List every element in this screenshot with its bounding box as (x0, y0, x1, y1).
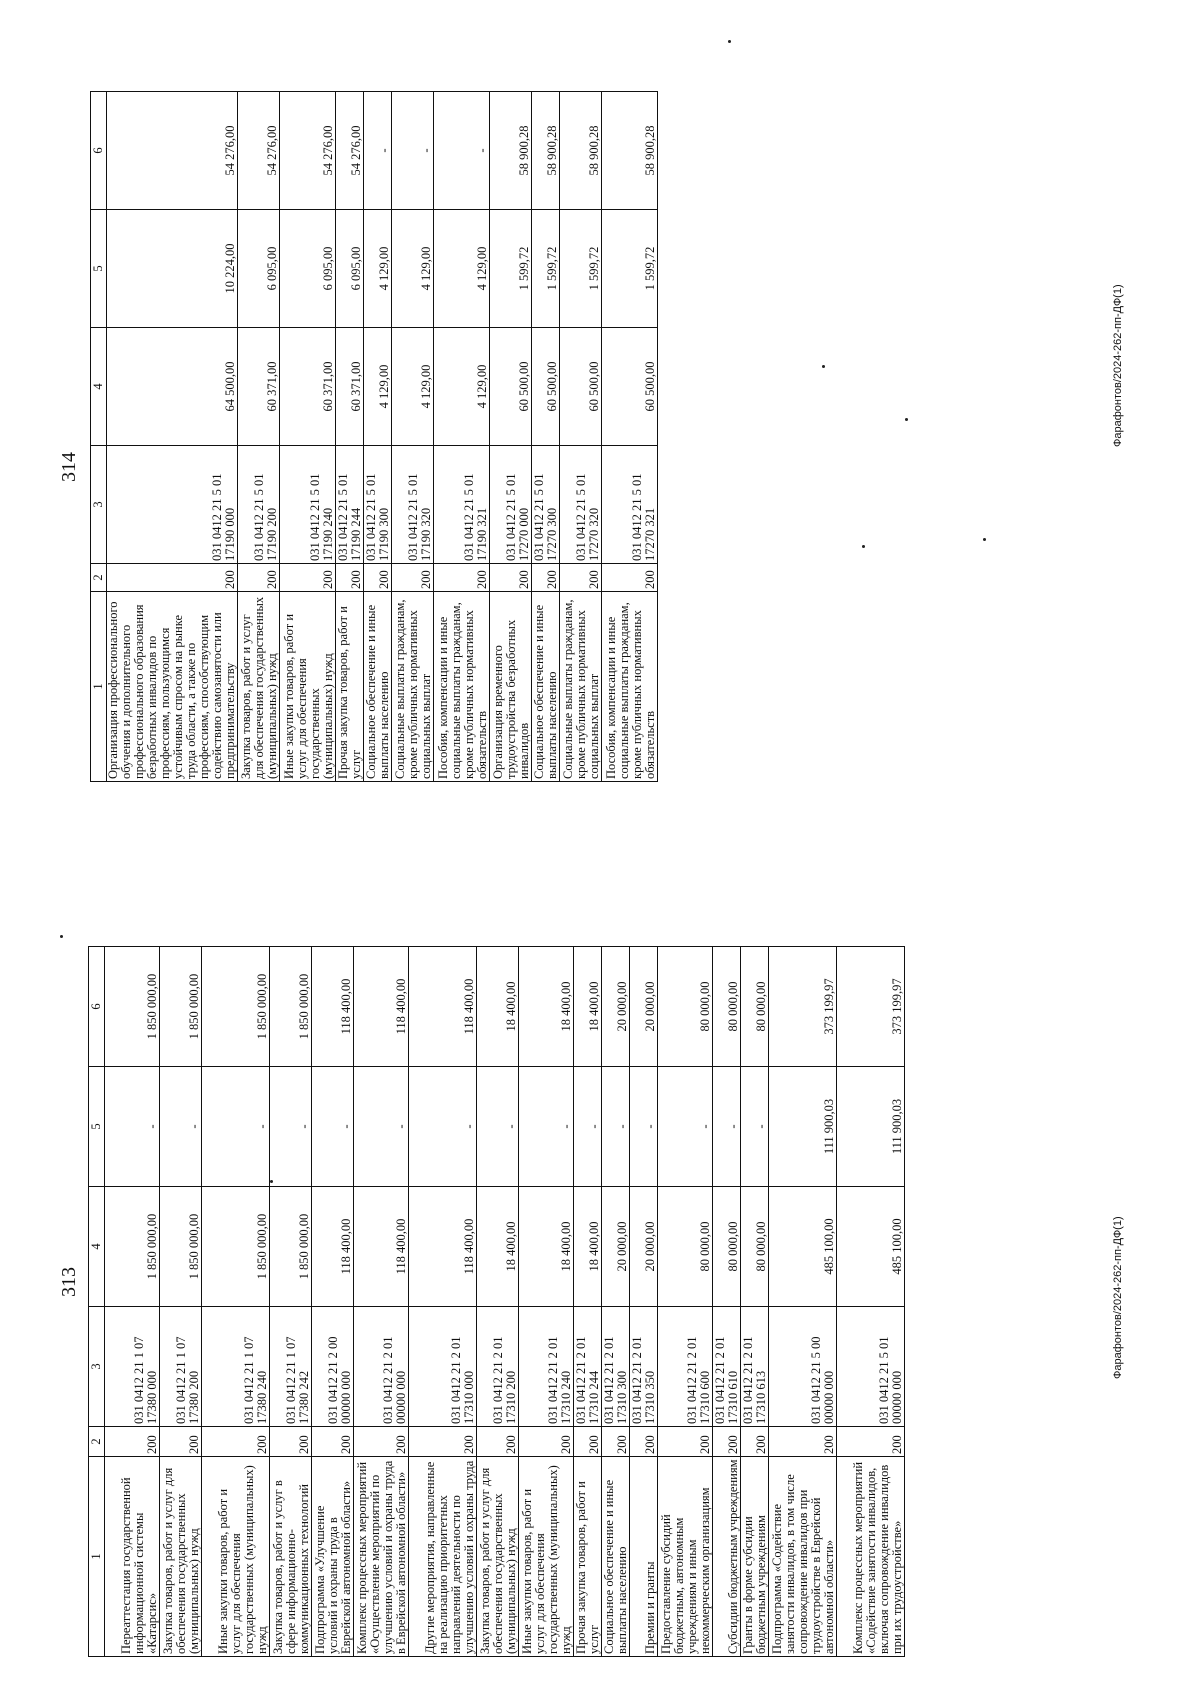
row-amount-change: 1 599,72 (560, 210, 602, 328)
row-description: Иные закупки товаров, работ и услуг для обеспечения государственных (муниципальных) нужд (519, 1457, 574, 1657)
row-amount-change: - (105, 1067, 160, 1187)
row-classification: 031 0412 21 5 01 17190 321 (434, 446, 490, 564)
row-amount-total: 20 000,00 (630, 947, 658, 1067)
row-description: Комплекс процессных мероприятий «Содействие занятости инвалидов, включая сопровождение инвалидов при их трудоустройстве» (837, 1457, 905, 1657)
row-amount-change: - (658, 1067, 713, 1187)
table-body (107, 92, 658, 782)
row-amount-approved: 1 850 000,00 (105, 1187, 160, 1307)
row-code: 200 (160, 1427, 202, 1457)
table-header-row (89, 947, 105, 1657)
row-classification: 031 0412 21 1 07 17380 200 (160, 1307, 202, 1427)
row-description: Закупка товаров, работ и услуг в сфере информационно-коммуникационных технологий (270, 1457, 312, 1657)
column-header: 6 (89, 947, 105, 1067)
row-classification: 031 0412 21 5 01 17190 244 (336, 446, 364, 564)
table-row (107, 92, 238, 782)
row-description: Субсидии бюджетным учреждениям (713, 1457, 741, 1657)
table-row (837, 947, 905, 1657)
row-description: Подпрограмма «Улучшение условий и охраны труда в Еврейской автономной области» (312, 1457, 354, 1657)
row-amount-approved: 60 500,00 (560, 328, 602, 446)
table-row (532, 92, 560, 782)
row-amount-approved: 60 500,00 (490, 328, 532, 446)
row-code: 200 (105, 1427, 160, 1457)
table-row (560, 92, 602, 782)
row-code: 200 (354, 1427, 409, 1457)
row-description: Социальные выплаты гражданам, кроме публичных нормативных социальных выплат (560, 592, 602, 782)
row-amount-change: - (270, 1067, 312, 1187)
row-description: Премии и гранты (630, 1457, 658, 1657)
column-header: 4 (89, 1187, 105, 1307)
row-amount-approved: 18 400,00 (574, 1187, 602, 1307)
row-description: Подпрограмма «Содействие занятости инвалидов, в том числе сопровождение инвалидов при трудоустройстве в Еврейской автономной области» (769, 1457, 837, 1657)
row-amount-approved: 60 500,00 (602, 328, 658, 446)
row-classification: 031 0412 21 1 07 17380 240 (202, 1307, 270, 1427)
row-code: 200 (392, 564, 434, 592)
row-amount-approved: 80 000,00 (658, 1187, 713, 1307)
row-amount-total: 18 400,00 (574, 947, 602, 1067)
row-classification: 031 0412 21 5 01 17270 300 (532, 446, 560, 564)
row-amount-approved: 118 400,00 (354, 1187, 409, 1307)
table-row (409, 947, 477, 1657)
row-code: 200 (312, 1427, 354, 1457)
table-row (769, 947, 837, 1657)
row-amount-approved: 18 400,00 (519, 1187, 574, 1307)
row-classification: 031 0412 21 2 00 00000 000 (312, 1307, 354, 1427)
row-amount-approved: 1 850 000,00 (270, 1187, 312, 1307)
row-amount-approved: 4 129,00 (392, 328, 434, 446)
table-body (105, 947, 905, 1657)
row-classification: 031 0412 21 2 01 17310 350 (630, 1307, 658, 1427)
row-description: Предоставление субсидий бюджетным, автономным учреждениям и иным некоммерческим организациям (658, 1457, 713, 1657)
row-code: 200 (409, 1427, 477, 1457)
row-code: 200 (602, 1427, 630, 1457)
row-classification: 031 0412 21 5 01 17190 320 (392, 446, 434, 564)
scan-speck (905, 418, 908, 421)
row-amount-approved: 118 400,00 (312, 1187, 354, 1307)
row-description: Организация профессионального обучения и дополнительного профессионального образования безработных инвалидов по профессиям, пользующимся устойчивым спросом на рынке труда области, а также по профессиям, способствующим содействию самозанятости или предпринимательству (107, 592, 238, 782)
row-classification: 031 0412 21 5 01 17190 240 (280, 446, 336, 564)
table-row (658, 947, 713, 1657)
table-row (270, 947, 312, 1657)
scan-speck (822, 365, 825, 368)
row-code: 200 (741, 1427, 769, 1457)
row-amount-approved: 1 850 000,00 (202, 1187, 270, 1307)
row-code: 200 (270, 1427, 312, 1457)
row-amount-change: 10 224,00 (107, 210, 238, 328)
row-amount-approved: 485 100,00 (769, 1187, 837, 1307)
column-header: 3 (91, 446, 107, 564)
row-amount-approved: 60 371,00 (280, 328, 336, 446)
row-amount-approved: 60 500,00 (532, 328, 560, 446)
row-amount-approved: 4 129,00 (364, 328, 392, 446)
row-description: Пособия, компенсации и иные социальные выплаты гражданам, кроме публичных нормативных обязательств (602, 592, 658, 782)
row-amount-approved: 64 500,00 (107, 328, 238, 446)
column-header: 5 (89, 1067, 105, 1187)
row-code: 200 (532, 564, 560, 592)
table-row (741, 947, 769, 1657)
row-description: Закупка товаров, работ и услуг для обеспечения государственных (муниципальных) нужд (238, 592, 280, 782)
row-amount-change: - (574, 1067, 602, 1187)
table-row (630, 947, 658, 1657)
row-amount-total: - (392, 92, 434, 210)
row-description: Закупка товаров, работ и услуг для обеспечения государственных (муниципальных) нужд (477, 1457, 519, 1657)
row-code: 200 (602, 564, 658, 592)
row-classification: 031 0412 21 5 00 00000 000 (769, 1307, 837, 1427)
row-amount-total: 118 400,00 (312, 947, 354, 1067)
row-amount-approved: 60 371,00 (336, 328, 364, 446)
row-code: 200 (280, 564, 336, 592)
row-code: 200 (519, 1427, 574, 1457)
row-classification: 031 0412 21 2 01 17310 240 (519, 1307, 574, 1427)
page-number: 314 (58, 452, 80, 482)
row-amount-approved: 1 850 000,00 (160, 1187, 202, 1307)
row-classification: 031 0412 21 2 01 17310 600 (658, 1307, 713, 1427)
row-amount-approved: 485 100,00 (837, 1187, 905, 1307)
table-row (160, 947, 202, 1657)
row-amount-total: 80 000,00 (741, 947, 769, 1067)
table-row (490, 92, 532, 782)
row-amount-change: 4 129,00 (434, 210, 490, 328)
scan-speck (270, 1180, 273, 1183)
row-amount-total: 54 276,00 (336, 92, 364, 210)
row-code: 200 (336, 564, 364, 592)
row-description: Закупка товаров, работ и услуг для обеспечения государственных (муниципальных) нужд (160, 1457, 202, 1657)
column-header: 1 (89, 1457, 105, 1657)
table-row (519, 947, 574, 1657)
row-amount-total: 1 850 000,00 (105, 947, 160, 1067)
row-description: Другие мероприятия, направленные на реализацию приоритетных направлений деятельности по улучшению условий и охраны труда (409, 1457, 477, 1657)
row-description: Социальное обеспечение и иные выплаты населению (602, 1457, 630, 1657)
row-amount-total: 1 850 000,00 (202, 947, 270, 1067)
row-amount-total: 373 199,97 (769, 947, 837, 1067)
row-classification: 031 0412 21 5 01 17270 321 (602, 446, 658, 564)
column-header: 2 (89, 1427, 105, 1457)
budget-table (88, 946, 905, 1657)
row-amount-change: - (202, 1067, 270, 1187)
row-amount-total: 18 400,00 (519, 947, 574, 1067)
column-header: 4 (91, 328, 107, 446)
table-row (602, 92, 658, 782)
table-row (364, 92, 392, 782)
table-row (202, 947, 270, 1657)
row-amount-total: 118 400,00 (409, 947, 477, 1067)
row-classification: 031 0412 21 5 01 17190 200 (238, 446, 280, 564)
row-classification: 031 0412 21 5 01 17190 300 (364, 446, 392, 564)
table-row (238, 92, 280, 782)
row-amount-total: 54 276,00 (107, 92, 238, 210)
row-amount-total: 1 850 000,00 (270, 947, 312, 1067)
row-amount-total: 58 900,28 (532, 92, 560, 210)
row-amount-change: - (477, 1067, 519, 1187)
table-row (713, 947, 741, 1657)
row-amount-approved: 20 000,00 (602, 1187, 630, 1307)
row-amount-change: 1 599,72 (490, 210, 532, 328)
row-classification: 031 0412 21 5 01 00000 000 (837, 1307, 905, 1427)
row-amount-change: - (409, 1067, 477, 1187)
table-row (477, 947, 519, 1657)
column-header: 1 (91, 592, 107, 782)
row-code: 200 (364, 564, 392, 592)
row-amount-change: - (312, 1067, 354, 1187)
row-amount-change: 6 095,00 (280, 210, 336, 328)
row-description: Пособия, компенсации и иные социальные выплаты гражданам, кроме публичных нормативных обязательств (434, 592, 490, 782)
row-amount-change: 1 599,72 (532, 210, 560, 328)
table-row (574, 947, 602, 1657)
row-classification: 031 0412 21 1 07 17380 000 (105, 1307, 160, 1427)
row-amount-approved: 18 400,00 (477, 1187, 519, 1307)
row-amount-total: - (434, 92, 490, 210)
row-description: Иные закупки товаров, работ и услуг для обеспечения государственных (муниципальных) нужд (280, 592, 336, 782)
row-code: 200 (837, 1427, 905, 1457)
row-classification: 031 0412 21 2 01 17310 610 (713, 1307, 741, 1427)
row-amount-change: 6 095,00 (336, 210, 364, 328)
table-row (434, 92, 490, 782)
row-code: 200 (574, 1427, 602, 1457)
column-header: 6 (91, 92, 107, 210)
table-row (105, 947, 160, 1657)
scan-speck (862, 545, 865, 548)
row-amount-change: 1 599,72 (602, 210, 658, 328)
row-code: 200 (490, 564, 532, 592)
row-amount-approved: 60 371,00 (238, 328, 280, 446)
row-amount-approved: 4 129,00 (434, 328, 490, 446)
row-classification: 031 0412 21 1 07 17380 242 (270, 1307, 312, 1427)
scan-speck (728, 40, 731, 43)
row-amount-change: - (519, 1067, 574, 1187)
row-amount-total: 54 276,00 (238, 92, 280, 210)
row-amount-total: 58 900,28 (490, 92, 532, 210)
row-amount-approved: 20 000,00 (630, 1187, 658, 1307)
row-description: Переаттестация государственной информационной системы «Катарсис» (105, 1457, 160, 1657)
row-classification: 031 0412 21 5 01 17270 000 (490, 446, 532, 564)
row-amount-change: - (160, 1067, 202, 1187)
row-amount-total: 54 276,00 (280, 92, 336, 210)
row-description: Иные закупки товаров, работ и услуг для обеспечения государственных (муниципальных) нужд (202, 1457, 270, 1657)
row-amount-change: - (741, 1067, 769, 1187)
row-code: 200 (107, 564, 238, 592)
row-amount-total: 80 000,00 (658, 947, 713, 1067)
row-description: Комплекс процессных мероприятий «Осуществление мероприятий по улучшению условий и охраны труда в Еврейской автономной области» (354, 1457, 409, 1657)
row-amount-change: 6 095,00 (238, 210, 280, 328)
row-amount-total: 58 900,28 (560, 92, 602, 210)
row-amount-change: 111 900,03 (837, 1067, 905, 1187)
row-classification: 031 0412 21 2 01 17310 613 (741, 1307, 769, 1427)
row-code: 200 (434, 564, 490, 592)
table-row (336, 92, 364, 782)
row-classification: 031 0412 21 2 01 17310 200 (477, 1307, 519, 1427)
row-code: 200 (238, 564, 280, 592)
row-amount-change: - (630, 1067, 658, 1187)
row-amount-approved: 80 000,00 (713, 1187, 741, 1307)
row-classification: 031 0412 21 2 01 17310 300 (602, 1307, 630, 1427)
table-row (280, 92, 336, 782)
row-code: 200 (202, 1427, 270, 1457)
row-amount-total: 18 400,00 (477, 947, 519, 1067)
row-amount-change: 4 129,00 (392, 210, 434, 328)
table-row (354, 947, 409, 1657)
budget-table (90, 91, 658, 782)
row-amount-change: - (354, 1067, 409, 1187)
scan-speck (983, 538, 986, 541)
row-description: Прочая закупка товаров, работ и услуг (574, 1457, 602, 1657)
document-footer: Фарафонтов/2024-262-пп-ДФ(1) (1112, 1216, 1124, 1379)
row-amount-approved: 80 000,00 (741, 1187, 769, 1307)
row-amount-total: - (364, 92, 392, 210)
row-classification: 031 0412 21 5 01 17270 320 (560, 446, 602, 564)
document-footer: Фарафонтов/2024-262-пп-ДФ(1) (1112, 284, 1124, 447)
row-description: Социальное обеспечение и иные выплаты населению (532, 592, 560, 782)
row-description: Социальное обеспечение и иные выплаты населению (364, 592, 392, 782)
row-amount-total: 1 850 000,00 (160, 947, 202, 1067)
row-amount-total: 373 199,97 (837, 947, 905, 1067)
column-header: 2 (91, 564, 107, 592)
row-description: Гранты в форме субсидии бюджетным учреждениям (741, 1457, 769, 1657)
table-header-row (91, 92, 107, 782)
row-code: 200 (560, 564, 602, 592)
row-code: 200 (769, 1427, 837, 1457)
row-classification: 031 0412 21 2 01 00000 000 (354, 1307, 409, 1427)
row-code: 200 (658, 1427, 713, 1457)
column-header: 5 (91, 210, 107, 328)
row-amount-change: - (602, 1067, 630, 1187)
row-description: Организация временного трудоустройства безработных инвалидов (490, 592, 532, 782)
row-classification: 031 0412 21 2 01 17310 244 (574, 1307, 602, 1427)
row-code: 200 (630, 1427, 658, 1457)
page-number: 313 (58, 1267, 80, 1297)
table-row (602, 947, 630, 1657)
row-amount-change: 4 129,00 (364, 210, 392, 328)
row-amount-total: 20 000,00 (602, 947, 630, 1067)
row-amount-approved: 118 400,00 (409, 1187, 477, 1307)
row-code: 200 (713, 1427, 741, 1457)
row-amount-change: - (713, 1067, 741, 1187)
row-description: Прочая закупка товаров, работ и услуг (336, 592, 364, 782)
table-row (312, 947, 354, 1657)
row-classification: 031 0412 21 5 01 17190 000 (107, 446, 238, 564)
row-classification: 031 0412 21 2 01 17310 000 (409, 1307, 477, 1427)
column-header: 3 (89, 1307, 105, 1427)
row-code: 200 (477, 1427, 519, 1457)
table-row (392, 92, 434, 782)
row-amount-total: 118 400,00 (354, 947, 409, 1067)
row-amount-total: 58 900,28 (602, 92, 658, 210)
row-amount-total: 80 000,00 (713, 947, 741, 1067)
scan-speck (60, 935, 63, 938)
row-amount-change: 111 900,03 (769, 1067, 837, 1187)
row-description: Социальные выплаты гражданам, кроме публичных нормативных социальных выплат (392, 592, 434, 782)
